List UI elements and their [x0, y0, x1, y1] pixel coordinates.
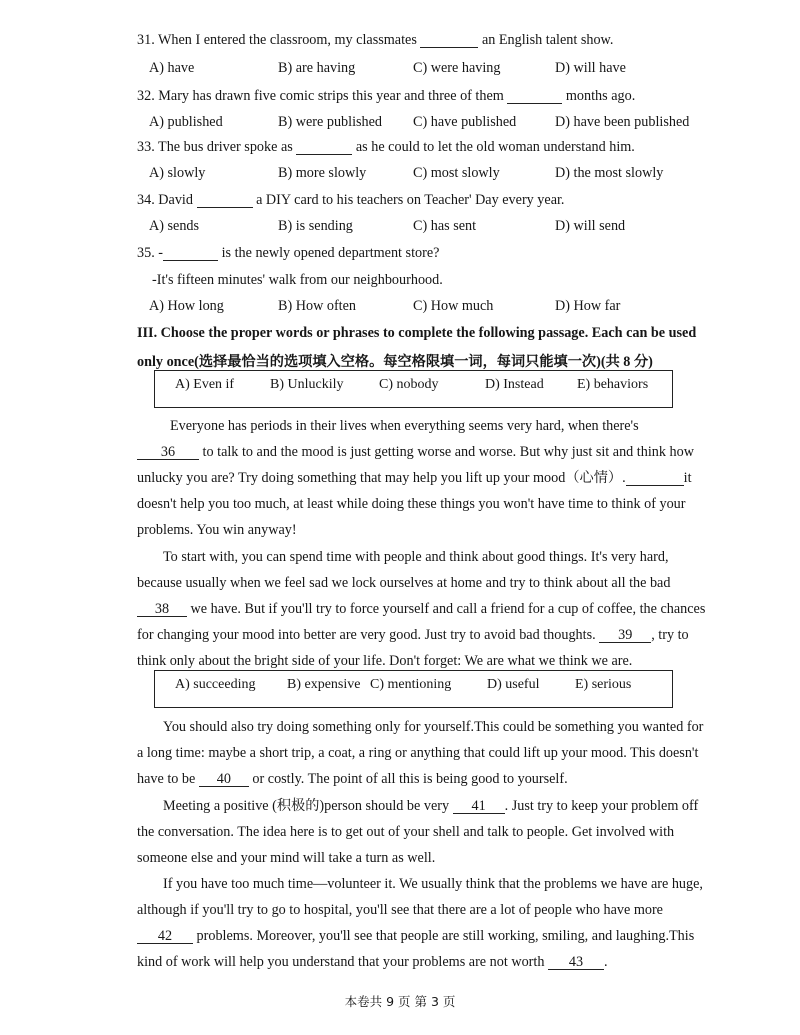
blank-38: 38 [137, 602, 187, 617]
text-line [137, 766, 685, 792]
blank-41: 41 [453, 799, 505, 814]
option-c: C) have published [413, 114, 517, 130]
blank-39: 39 [599, 628, 651, 643]
text-segment: . Just try to keep your problem off [504, 798, 699, 814]
passage-paragraph-5 [137, 871, 703, 975]
question-33 [137, 139, 635, 156]
option-d: D) How far [555, 298, 621, 314]
option-c: C) has sent [413, 218, 477, 234]
text-segment: , try to [651, 627, 689, 643]
option-d: D) will send [555, 218, 626, 234]
text-line: Everyone has periods in their lives when everything seems very hard, when there's [170, 418, 639, 434]
word-option: A) succeeding [175, 677, 256, 692]
word-bank-box [154, 670, 673, 708]
answer-blank [296, 140, 352, 155]
text-segment: to talk to and the mood is just getting worse and worse. But why just sit and think how [199, 444, 694, 460]
question-stem: months ago. [562, 88, 636, 104]
answer-blank [420, 33, 478, 48]
word-option: E) behaviors [577, 377, 649, 392]
question-32 [137, 88, 635, 105]
option-b: B) is sending [278, 218, 353, 234]
option-c: C) were having [413, 60, 501, 76]
text-line: If you have too much time—volunteer it. We usually think that the problems we have are huge, [163, 876, 703, 892]
passage-paragraph-4 [137, 793, 699, 871]
question-stem: 32. Mary has drawn five comic strips this year and three of them [137, 88, 508, 104]
option-d: D) have been published [555, 114, 690, 130]
word-option: D) useful [487, 677, 540, 692]
text-line: To start with, you can spend time with people and think about good things. It's very hard, [163, 549, 669, 565]
option-a: A) published [149, 114, 223, 130]
text-line: although if you'll try to go to hospital, you'll see that there are a lot of people who have more [137, 902, 663, 918]
section-heading: III. Choose the proper words or phrases to complete the following passage. Each can be used [137, 325, 697, 341]
word-option: B) expensive [287, 677, 361, 692]
text-segment: problems. Moreover, you'll see that people are still working, smiling, and laughing.This [193, 928, 695, 944]
question-stem: 35. - [137, 245, 164, 261]
text-line [137, 923, 695, 949]
text-line [137, 465, 692, 491]
text-line [137, 439, 694, 465]
text-line: someone else and your mind will take a turn as well. [137, 850, 436, 866]
text-segment: or costly. The point of all this is being good to yourself. [248, 771, 568, 787]
word-option: C) nobody [379, 377, 439, 392]
option-c: C) How much [413, 298, 494, 314]
option-a: A) sends [149, 218, 200, 234]
question-stem: as he could to let the old woman understand him. [352, 139, 635, 155]
text-segment: have to be [137, 771, 199, 787]
text-line: doesn't help you too much, at least while doing these things you won't have time to think of your [137, 496, 686, 512]
answer-blank [163, 246, 218, 261]
blank-43: 43 [548, 955, 604, 970]
option-d: D) will have [555, 60, 626, 76]
option-a: A) How long [149, 298, 224, 314]
word-option: B) Unluckily [270, 377, 344, 392]
word-option: A) Even if [175, 377, 235, 392]
section-instructions: only once(选择最恰当的选项填入空格。每空格限填一词，每词只能填一次)(共 8 分) [137, 354, 653, 370]
text-line [137, 622, 689, 648]
answer-blank [197, 193, 253, 208]
text-line: problems. You win anyway! [137, 522, 297, 538]
text-segment: . [603, 954, 608, 970]
option-b: B) more slowly [278, 165, 367, 181]
text-line: You should also try doing something only for yourself.This could be something you wanted for [163, 719, 704, 735]
option-b: B) are having [278, 60, 356, 76]
text-line [137, 949, 685, 975]
text-line: a long time: maybe a short trip, a coat, a ring or anything that could lift up your mood. This doesn't [137, 745, 699, 761]
question-34 [137, 192, 564, 209]
option-b: B) were published [278, 114, 383, 130]
question-stem: is the newly opened department store? [218, 245, 440, 261]
question-stem: 34. David [137, 192, 197, 208]
question-35 [137, 245, 439, 262]
text-segment: kind of work will help you understand that your problems are not worth [137, 954, 548, 970]
question-stem: an English talent show. [478, 32, 614, 48]
text-segment: it [683, 470, 692, 486]
question-31 [137, 32, 613, 49]
text-segment: unlucky you are? Try doing something that may help you lift up your mood（心情）. [137, 470, 626, 486]
word-option: E) serious [575, 677, 632, 692]
text-line: because usually when we feel sad we lock ourselves at home and try to think about all the bad [137, 575, 671, 591]
option-c: C) most slowly [413, 165, 500, 181]
option-a: A) have [149, 60, 195, 76]
question-stem: 33. The bus driver spoke as [137, 139, 297, 155]
option-d: D) the most slowly [555, 165, 664, 181]
passage-paragraph-1 [137, 413, 694, 543]
word-option: D) Instead [485, 377, 544, 392]
blank-36: 36 [137, 445, 199, 460]
passage-paragraph-2 [137, 544, 706, 674]
text-segment: Meeting a positive (积极的)person should be very [163, 798, 453, 814]
word-bank-box [154, 370, 673, 408]
option-b: B) How often [278, 298, 357, 314]
text-line [137, 596, 706, 622]
text-line: the conversation. The idea here is to get out of your shell and talk to people. Get involved with [137, 824, 675, 840]
question-stem: 31. When I entered the classroom, my classmates [137, 32, 421, 48]
text-line [137, 793, 699, 819]
text-line: think only about the bright side of your life. Don't forget: We are what we think we are. [137, 653, 633, 669]
text-segment: we have. But if you'll try to force yourself and call a friend for a cup of coffee, the chances [187, 601, 706, 617]
answer-blank [507, 89, 562, 104]
word-option: C) mentioning [370, 677, 452, 692]
blank-42: 42 [137, 929, 193, 944]
question-35-reply: -It's fifteen minutes' walk from our neighbourhood. [152, 272, 443, 288]
text-segment: for changing your mood into better are very good. Just try to avoid bad thoughts. [137, 627, 600, 643]
question-stem: a DIY card to his teachers on Teacher' Day every year. [252, 192, 565, 208]
blank-37 [626, 471, 684, 486]
blank-40: 40 [199, 772, 249, 787]
passage-paragraph-3 [137, 714, 704, 792]
page-footer: 本卷共 9 页 第 3 页 [344, 994, 456, 1009]
option-a: A) slowly [149, 165, 206, 181]
